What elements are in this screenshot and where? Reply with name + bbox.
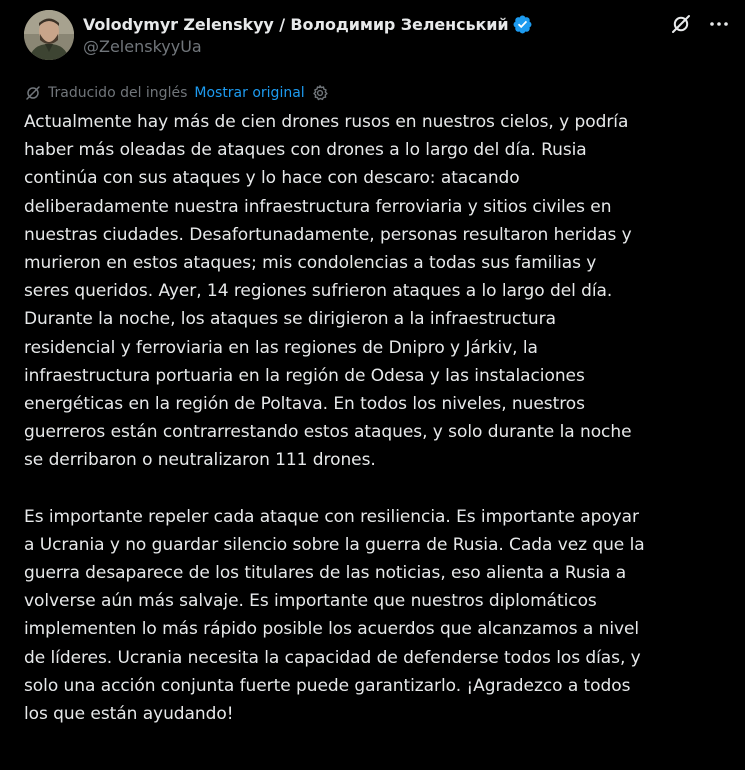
translated-label: Traducido del inglés	[48, 85, 188, 101]
post-text-line: volverse aún más salvaje. Es importante que nuestros diplomáticos	[24, 591, 597, 612]
grok-icon[interactable]	[669, 12, 693, 36]
translation-bar	[24, 82, 329, 104]
post-text-line: Es importante repeler cada ataque con resiliencia. Es importante apoyar	[24, 506, 639, 527]
post-text-line: Durante la noche, los ataques se dirigieron a la infraestructura	[24, 309, 556, 330]
display-name-row	[83, 12, 533, 36]
paragraph-gap	[24, 474, 736, 502]
post-text-line: solo una acción conjunta fuerte puede garantizarlo. ¡Agradezco a todos	[24, 675, 631, 696]
post-text-line: de líderes. Ucrania necesita la capacidad de defenderse todos los días, y	[24, 647, 641, 668]
post-text-line: residencial y ferroviaria en las regiones de Dnipro y Járkiv, la	[24, 337, 538, 358]
post-text-line: murieron en estos ataques; mis condolencias a todas sus familias y	[24, 252, 597, 273]
post-text-line: guerreros están contrarrestando estos ataques, y solo durante la noche	[24, 422, 632, 443]
post-text-line: implementen lo más rápido posible los acuerdos que alcanzamos a nivel	[24, 619, 640, 640]
display-name[interactable]: Volodymyr Zelenskyy / Володимир Зеленський	[83, 14, 509, 34]
post-text-line: guerra desaparece de los titulares de las noticias, eso alienta a Rusia a	[24, 563, 627, 583]
post-text-line: los que están ayudando!	[24, 703, 234, 724]
verified-badge-icon[interactable]	[512, 14, 533, 35]
post-text-line: energéticas en la región de Poltava. En todos los niveles, nuestros	[24, 393, 585, 414]
header-actions	[669, 12, 731, 36]
post-text-line: a Ucrania y no guardar silencio sobre la guerra de Rusia. Cada vez que la	[24, 534, 645, 555]
post-text-line: Actualmente hay más de cien drones rusos en nuestros cielos, y podría	[24, 112, 629, 132]
post-text-line: seres queridos. Ayer, 14 regiones sufrieron ataques a lo largo del día.	[24, 281, 613, 302]
post-text-line: haber más oleadas de ataques con drones a lo largo del día. Rusia	[24, 140, 587, 161]
avatar-image	[24, 10, 74, 60]
avatar[interactable]	[24, 10, 74, 60]
author-names	[83, 12, 533, 56]
post-text-line: deliberadamente nuestra infraestructura ferroviaria y sitios civiles en	[24, 196, 612, 217]
translate-icon	[24, 84, 42, 102]
gear-icon[interactable]	[311, 84, 329, 102]
post-text	[24, 108, 736, 728]
post-text-line: nuestras ciudades. Desafortunadamente, personas resultaron heridas y	[24, 224, 632, 245]
post-text-line: continúa con sus ataques y lo hace con descaro: atacando	[24, 168, 520, 189]
more-icon[interactable]	[707, 12, 731, 36]
show-original-link[interactable]: Mostrar original	[194, 85, 305, 101]
post-text-line: infraestructura portuaria en la región de Odesa y las instalaciones	[24, 365, 585, 386]
post-text-line: se derribaron o neutralizaron 111 drones.	[24, 450, 376, 471]
author-handle[interactable]: @ZelenskyyUa	[83, 37, 202, 56]
post-header	[24, 10, 731, 60]
